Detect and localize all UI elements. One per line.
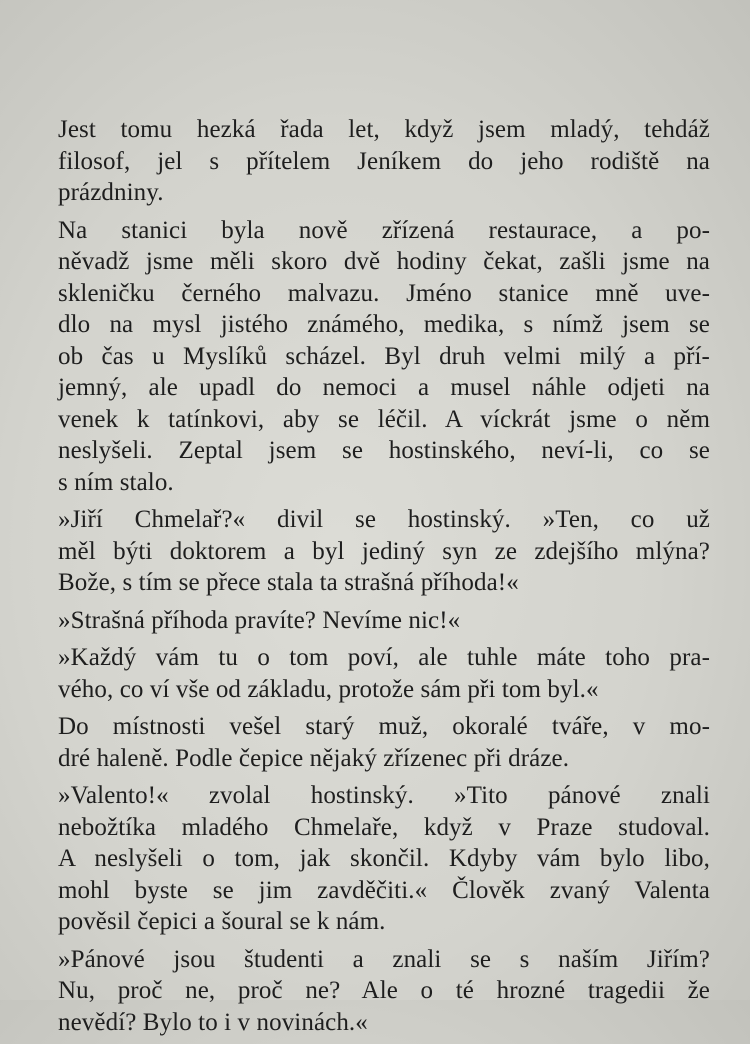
text-line: »Každý vám tu o tom poví, ale tuhle máte toho pra-	[58, 644, 710, 671]
text-line: dré haleně. Podle čepice nějaký zřízenec při dráze.	[58, 744, 570, 772]
paragraph	[12, 215, 710, 499]
text-line: pověsil čepici a šoural se k nám.	[58, 908, 386, 935]
text-line: Bože, s tím se přece stala ta strašná příhoda!«	[58, 569, 519, 596]
text-line: ob čas u Myslíků scházel. Byl druh velmi milý a pří-	[58, 342, 710, 370]
text-line: neslyšeli. Zeptal jsem se hostinského, neví-li, co se	[58, 437, 710, 464]
text-line: nevědí? Bylo to i v novinách.«	[58, 1008, 368, 1036]
text-line: filosof, jel s přítelem Jeníkem do jeho rodiště na	[58, 147, 710, 175]
text-line: »Strašná příhoda pravíte? Nevíme nic!«	[58, 606, 461, 634]
page-text	[12, 114, 710, 1044]
text-line: Nu, proč ne, proč ne? Ale o té hrozné tragedii že	[58, 977, 710, 1004]
text-line: nebožtíka mladého Chmelaře, když v Praze studoval.	[58, 813, 710, 841]
text-line: A neslyšeli o tom, jak skončil. Kdyby vám bylo libo,	[58, 845, 710, 872]
text-line: Do místnosti vešel starý muž, okoralé tváře, v mo-	[58, 713, 710, 740]
text-line: skleničku černého malvazu. Jméno stanice mně uve-	[58, 279, 710, 307]
paragraph	[12, 780, 710, 938]
text-line: mohl byste se jim zavděčiti.« Člověk zvaný Valenta	[58, 876, 710, 904]
text-line: jemný, ale upadl do nemoci a musel náhle odjeti na	[58, 374, 710, 401]
text-line: vého, co ví vše od základu, protože sám při tom byl.«	[58, 675, 599, 703]
paragraph	[12, 642, 710, 705]
text-line: »Jiří Chmelař?« divil se hostinský. »Ten, co už	[58, 506, 710, 533]
paragraph	[12, 944, 710, 1039]
text-line: venek k tatínkovi, aby se léčil. A víckrát jsme o něm	[58, 405, 710, 433]
text-line: něvadž jsme měli skoro dvě hodiny čekat, zašli jsme na	[58, 248, 710, 275]
text-line: dlo na mysl jistého známého, medika, s nímž jsem se	[58, 311, 710, 338]
text-line: »Pánové jsou študenti a znali se s naším Jiřím?	[58, 945, 710, 973]
text-line: prázdniny.	[58, 179, 164, 206]
text-line: měl býti doktorem a byl jediný syn ze zdejšího mlýna?	[58, 537, 710, 565]
paragraph	[12, 605, 710, 637]
text-line: s ním stalo.	[58, 468, 174, 496]
paragraph	[12, 711, 710, 774]
text-line: »Valento!« zvolal hostinský. »Tito pánové znali	[58, 782, 710, 809]
paragraph	[12, 504, 710, 599]
text-line: Jest tomu hezká řada let, když jsem mladý, tehdáž	[58, 116, 710, 143]
paragraph	[12, 114, 710, 209]
text-line: Na stanici byla nově zřízená restaurace, a po-	[58, 216, 710, 244]
